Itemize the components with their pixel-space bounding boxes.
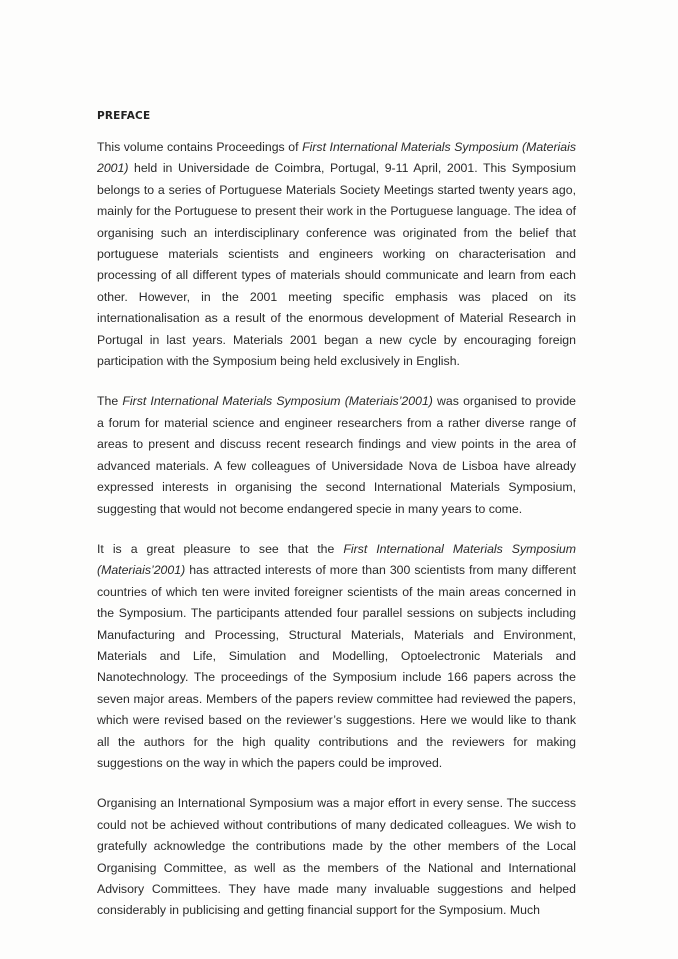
page-title: PREFACE: [97, 110, 151, 122]
italic-title-text: First International Materials Symposium (Materiais 2001): [97, 140, 576, 176]
paragraph: [97, 539, 576, 774]
paragraph: [97, 391, 576, 519]
paragraph-text: Organising an International Symposium was a major effort in every sense. The success could not be achieved without contributions of many dedicated colleagues. We wish to gratefully acknowledge the contributions made by the other members of the Local Organising Committee, as well as the members of the National and International Advisory Committees. They have made many invaluable suggestions and helped considerably in publicising and getting financial support for the Symposium. Much: [97, 796, 576, 918]
paragraph-text: has attracted interests of more than 300 scientists from many different countries of which ten were invited foreigner scientists of the main areas concerned in the Symposium. The participants attended four parallel sessions on subjects including Manufacturing and Processing, Structural Materials, Materials and Environment, Materials and Life, Simulation and Modelling, Optoelectronic Materials and Nanotechnology. The proceedings of the Symposium include 166 papers across the seven major areas. Members of the papers review committee had reviewed the papers, which were revised based on the reviewer’s suggestions. Here we would like to thank all the authors for the high quality contributions and the reviewers for making suggestions on the way in which the papers could be improved.: [97, 563, 576, 770]
paragraph-text: This volume contains Proceedings of: [97, 140, 303, 154]
paragraph: [97, 793, 576, 921]
italic-title-text: First International Materials Symposium (Materiais’2001): [97, 541, 577, 578]
paragraph-text: The: [97, 394, 123, 409]
paragraph-text: It is a great pleasure to see that the: [97, 541, 344, 556]
paragraph-text: held in Universidade de Coimbra, Portugal, 9-11 April, 2001. This Symposium belongs to a series of Portuguese Materials Society Meetings started twenty years ago, mainly for the Portuguese to present their work in the Portuguese language. The idea of organising such an interdisciplinary conference was originated from the belief that portuguese materials scientists and engineers working on characterisation and processing of all different types of materials should communicate and learn from each other. However, in the 2001 meeting specific emphasis was placed on its internationalisation as a result of the enormous development of Material Research in Portugal in last years. Materials 2001 began a new cycle by encouraging foreign participation with the Symposium being held exclusively in English.: [97, 161, 576, 369]
paragraph-text: was organised to provide a forum for material science and engineer researchers from a rather diverse range of areas to present and discuss recent research findings and view points in the area of advanced materials. A few colleagues of Universidade Nova de Lisboa have already expressed interests in organising the second International Materials Symposium, suggesting that would not become endangered specie in many years to come.: [97, 394, 577, 516]
paragraph: [97, 137, 576, 372]
preface-body: [97, 137, 576, 922]
italic-title-text: First International Materials Symposium (Materiais’2001): [122, 394, 433, 409]
